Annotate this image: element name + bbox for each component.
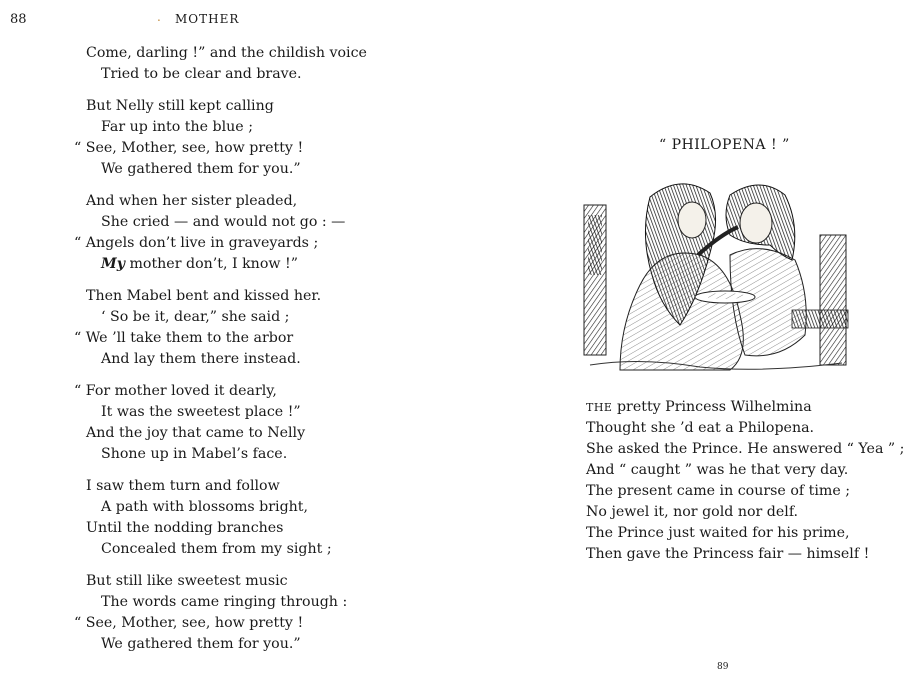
poem-line: A path with blossoms bright, bbox=[101, 499, 309, 515]
poem-line: “ We ’ll take them to the arbor bbox=[74, 330, 294, 346]
poem-line: We gathered them for you.” bbox=[101, 161, 301, 177]
poem-line: ‘ So be it, dear,” she said ; bbox=[101, 309, 290, 325]
poem-philopena bbox=[586, 397, 916, 565]
stanza-3 bbox=[0, 191, 459, 275]
verse-line: And “ caught ” was he that very day. bbox=[586, 462, 849, 478]
poem-line: The words came ringing through : bbox=[101, 594, 348, 610]
stanza-2 bbox=[0, 96, 459, 180]
poem-line: Until the nodding branches bbox=[86, 520, 284, 536]
stanza-6 bbox=[0, 476, 459, 560]
engraving-illustration bbox=[580, 175, 852, 375]
poem-line: “ Angels don’t live in graveyards ; bbox=[74, 235, 319, 251]
poem-line: I saw them turn and follow bbox=[86, 478, 280, 494]
poem-line: Shone up in Mabel’s face. bbox=[101, 446, 288, 462]
poem-line: And the joy that came to Nelly bbox=[86, 425, 306, 441]
verse-line: Thought she ’d eat a Philopena. bbox=[586, 420, 815, 436]
poem-line: She cried — and would not go : — bbox=[101, 214, 346, 230]
poem-title-philopena: “ PHILOPENA ! ” bbox=[659, 137, 790, 153]
poem-line: But still like sweetest music bbox=[86, 573, 288, 589]
poem-line: Tried to be clear and brave. bbox=[101, 66, 302, 82]
poem-line: Come, darling !” and the childish voice bbox=[86, 45, 367, 61]
poem-line: Then Mabel bent and kissed her. bbox=[86, 288, 322, 304]
verse-line: The present came in course of time ; bbox=[586, 483, 851, 499]
right-page bbox=[459, 0, 918, 685]
stanza-5 bbox=[0, 381, 459, 465]
verse-line: Then gave the Princess fair — himself ! bbox=[586, 546, 870, 562]
poem-line: Far up into the blue ; bbox=[101, 119, 253, 135]
poem-line-emphasis: My mother don’t, I know !” bbox=[101, 256, 298, 272]
running-head: MOTHER bbox=[175, 12, 240, 26]
poem-line: We gathered them for you.” bbox=[101, 636, 301, 652]
poem-line: It was the sweetest place !” bbox=[101, 404, 301, 420]
page-number-right: 89 bbox=[717, 662, 729, 672]
verse-line: No jewel it, nor gold nor delf. bbox=[586, 504, 799, 520]
ink-speck: . bbox=[157, 10, 161, 24]
stanza-7 bbox=[0, 571, 459, 655]
verse-line: THE pretty Princess Wilhelmina bbox=[586, 399, 812, 415]
poem-line: “ For mother loved it dearly, bbox=[74, 383, 277, 399]
stanza-4 bbox=[0, 286, 459, 370]
page-number-left: 88 bbox=[10, 12, 27, 27]
stanza-1 bbox=[0, 43, 459, 85]
verse-line: She asked the Prince. He answered “ Yea ” ; bbox=[586, 441, 905, 457]
poem-line: Concealed them from my sight ; bbox=[101, 541, 332, 557]
poem-line: And lay them there instead. bbox=[101, 351, 301, 367]
poem-line: “ See, Mother, see, how pretty ! bbox=[74, 140, 304, 156]
poem-line: “ See, Mother, see, how pretty ! bbox=[74, 615, 304, 631]
poem-mother bbox=[0, 43, 459, 666]
poem-line: And when her sister pleaded, bbox=[86, 193, 298, 209]
poem-line: But Nelly still kept calling bbox=[86, 98, 274, 114]
verse-line: The Prince just waited for his prime, bbox=[586, 525, 850, 541]
